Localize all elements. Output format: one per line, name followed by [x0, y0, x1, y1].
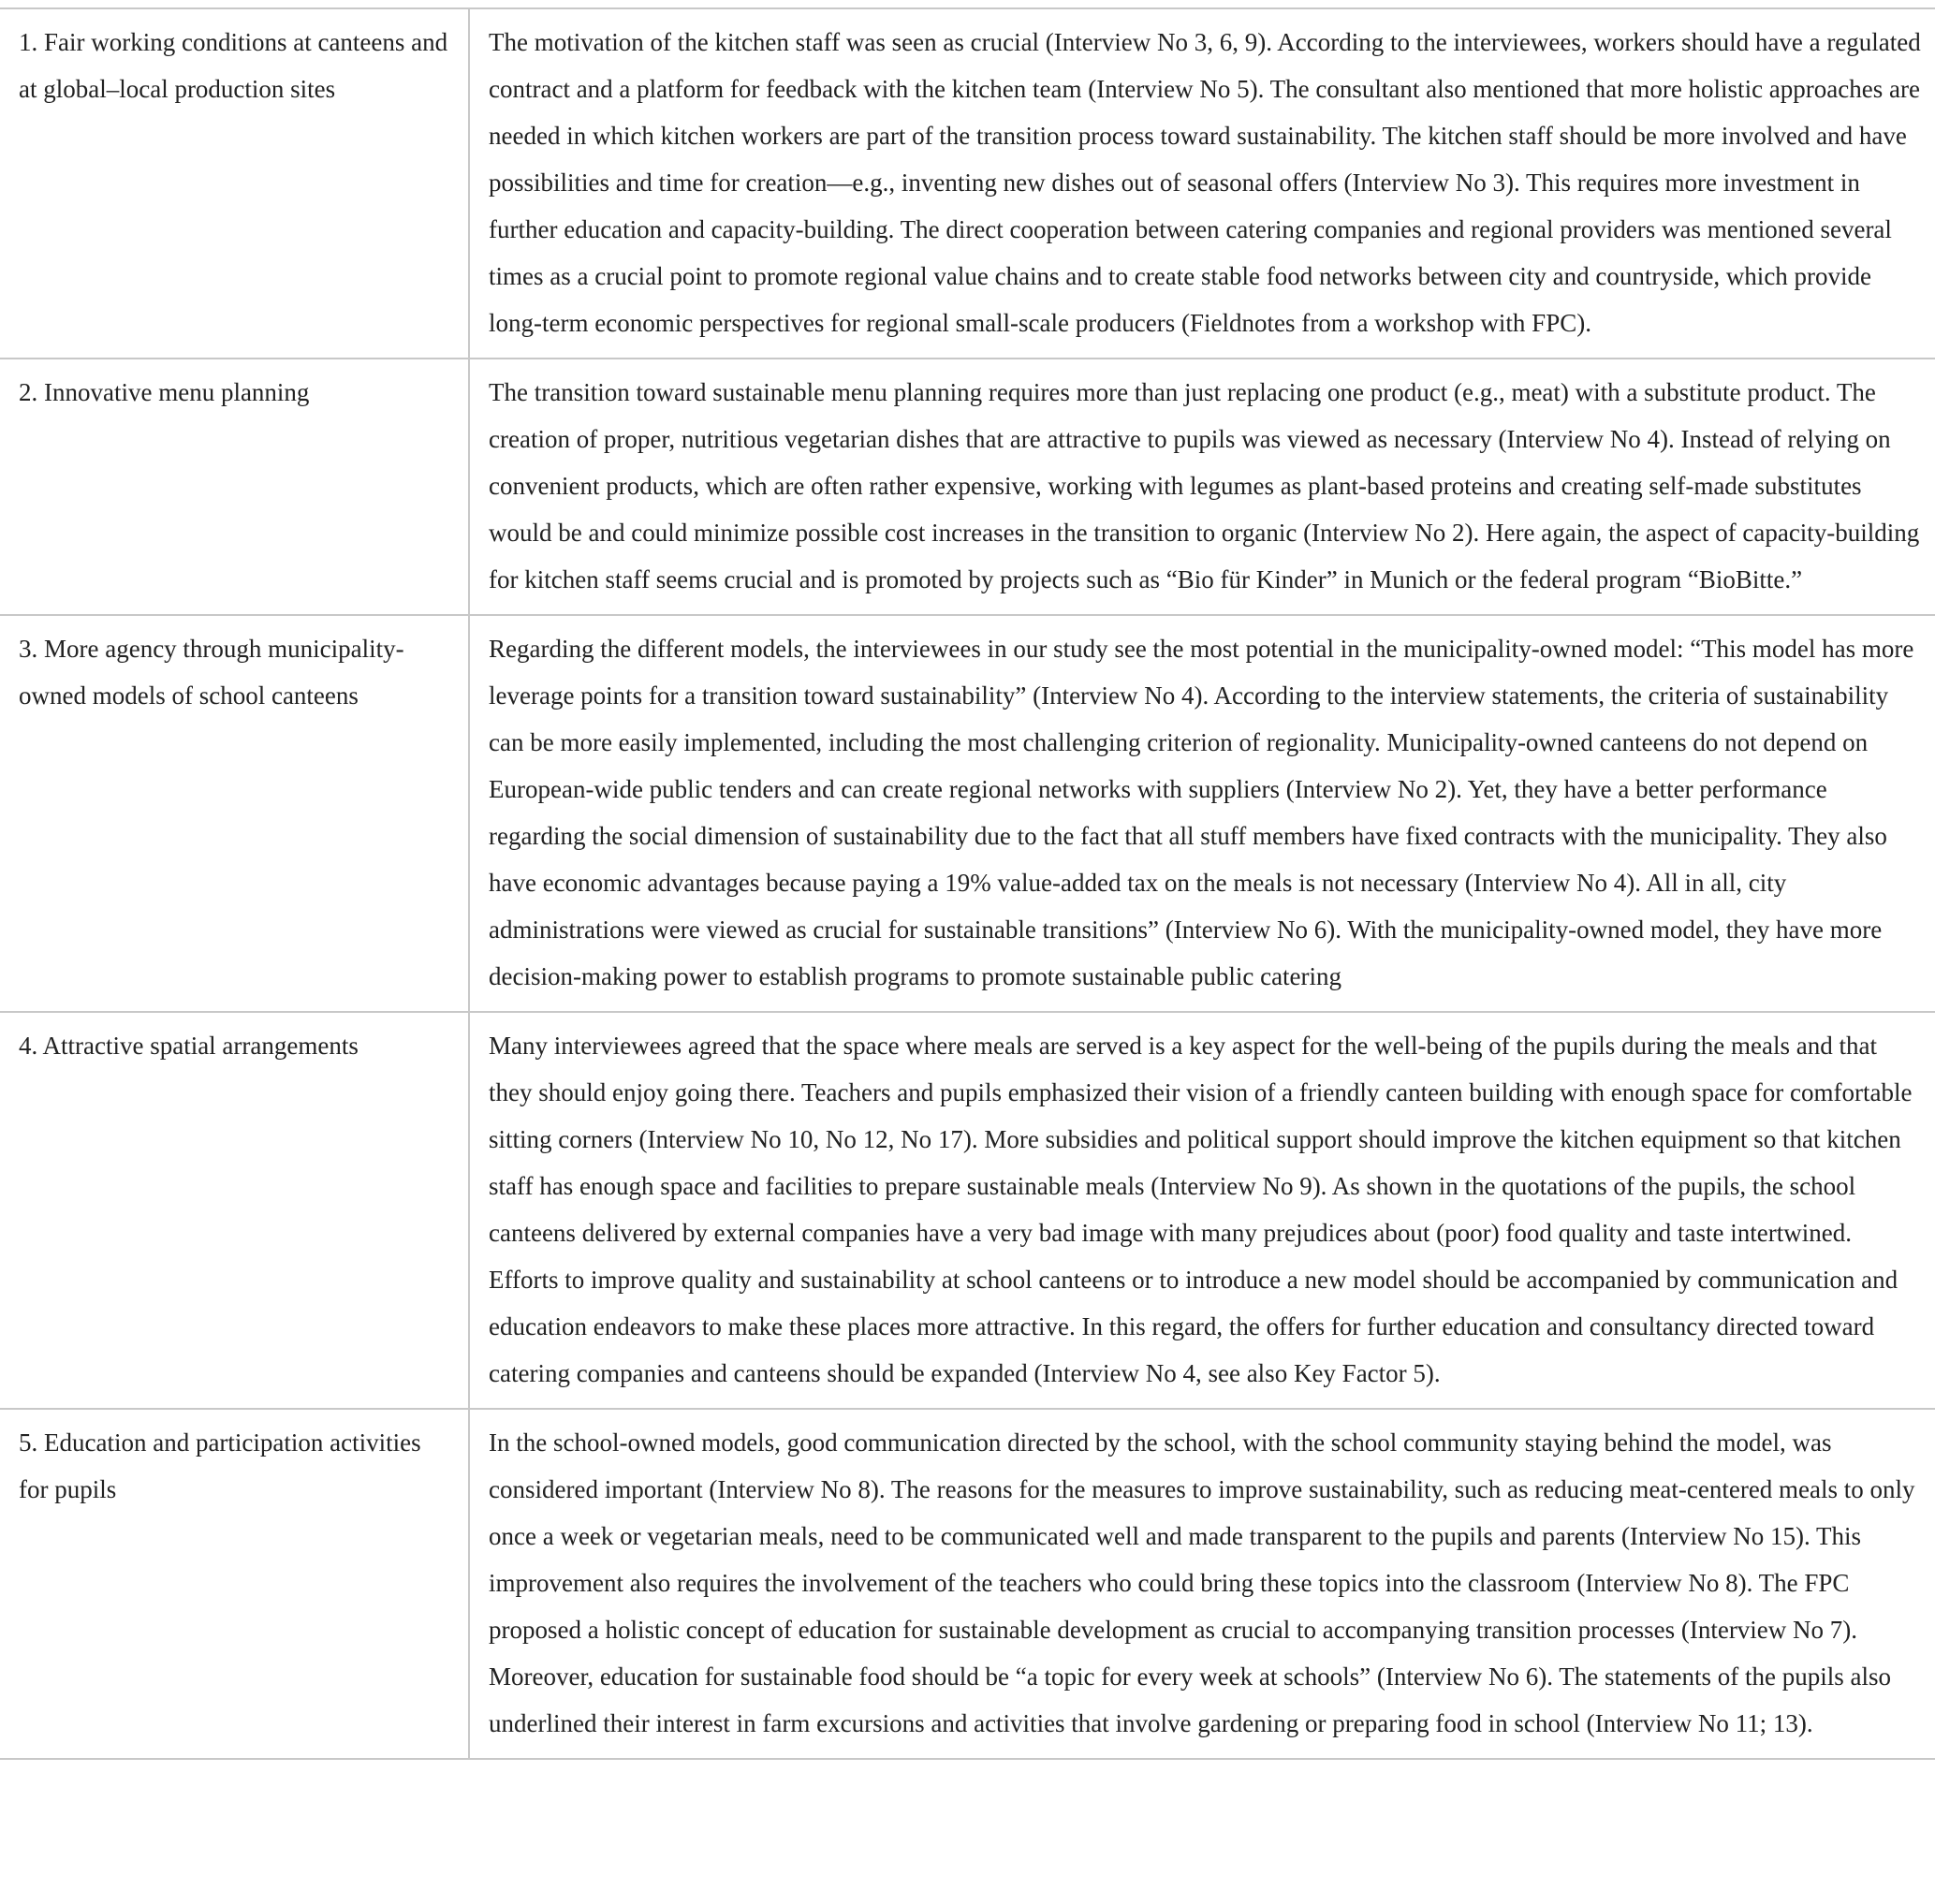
- table-row: [0, 615, 1935, 1012]
- description-cell: Many interviewees agreed that the space where meals are served is a key aspect for the well-being of the pupils during the meals and that they should enjoy going there. Teachers and pupils emphasized their vision of a friendly canteen building with enough space for comfortable sitting corners (Interview No 10, No 12, No 17). More subsidies and political support should improve the kitchen equipment so that kitchen staff has enough space and facilities to prepare sustainable meals (Interview No 9). As shown in the quotations of the pupils, the school canteens delivered by external companies have a very bad image with many prejudices about (poor) food quality and taste intertwined. Efforts to improve quality and sustainability at school canteens or to introduce a new model should be accompanied by communication and education endeavors to make these places more attractive. In this regard, the offers for further education and consultancy directed toward catering companies and canteens should be expanded (Interview No 4, see also Key Factor 5).: [469, 1012, 1935, 1409]
- table-row: [0, 359, 1935, 615]
- factor-cell: 4. Attractive spatial arrangements: [0, 1012, 469, 1409]
- factor-cell: 1. Fair working conditions at canteens and at global–local production sites: [0, 8, 469, 359]
- description-cell: In the school-owned models, good communication directed by the school, with the school community staying behind the model, was considered important (Interview No 8). The reasons for the measures to improve sustainability, such as reducing meat-centered meals to only once a week or vegetarian meals, need to be communicated well and made transparent to the pupils and parents (Interview No 15). This improvement also requires the involvement of the teachers who could bring these topics into the classroom (Interview No 8). The FPC proposed a holistic concept of education for sustainable development as crucial to accompanying transition processes (Interview No 7). Moreover, education for sustainable food should be “a topic for every week at schools” (Interview No 6). The statements of the pupils also underlined their interest in farm excursions and activities that involve gardening or preparing food in school (Interview No 11; 13).: [469, 1409, 1935, 1759]
- description-cell: Regarding the different models, the interviewees in our study see the most potential in the municipality-owned model: “This model has more leverage points for a transition toward sustainability” (Interview No 4). According to the interview statements, the criteria of sustainability can be more easily implemented, including the most challenging criterion of regionality. Municipality-owned canteens do not depend on European-wide public tenders and can create regional networks with suppliers (Interview No 2). Yet, they have a better performance regarding the social dimension of sustainability due to the fact that all stuff members have fixed contracts with the municipality. They also have economic advantages because paying a 19% value-added tax on the meals is not necessary (Interview No 4). All in all, city administrations were viewed as crucial for sustainable transitions” (Interview No 6). With the municipality-owned model, they have more decision-making power to establish programs to promote sustainable public catering: [469, 615, 1935, 1012]
- table-row: [0, 1012, 1935, 1409]
- description-cell: The motivation of the kitchen staff was seen as crucial (Interview No 3, 6, 9). According to the interviewees, workers should have a regulated contract and a platform for feedback with the kitchen team (Interview No 5). The consultant also mentioned that more holistic approaches are needed in which kitchen workers are part of the transition process toward sustainability. The kitchen staff should be more involved and have possibilities and time for creation—e.g., inventing new dishes out of seasonal offers (Interview No 3). This requires more investment in further education and capacity-building. The direct cooperation between catering companies and regional providers was mentioned several times as a crucial point to promote regional value chains and to create stable food networks between city and countryside, which provide long-term economic perspectives for regional small-scale producers (Fieldnotes from a workshop with FPC).: [469, 8, 1935, 359]
- factor-cell: 2. Innovative menu planning: [0, 359, 469, 615]
- table-row: [0, 1409, 1935, 1759]
- table-row: [0, 8, 1935, 359]
- key-factors-table: [0, 7, 1935, 1760]
- factor-cell: 3. More agency through municipality-owned models of school canteens: [0, 615, 469, 1012]
- description-cell: The transition toward sustainable menu planning requires more than just replacing one product (e.g., meat) with a substitute product. The creation of proper, nutritious vegetarian dishes that are attractive to pupils was viewed as necessary (Interview No 4). Instead of relying on convenient products, which are often rather expensive, working with legumes as plant-based proteins and creating self-made substitutes would be and could minimize possible cost increases in the transition to organic (Interview No 2). Here again, the aspect of capacity-building for kitchen staff seems crucial and is promoted by projects such as “Bio für Kinder” in Munich or the federal program “BioBitte.”: [469, 359, 1935, 615]
- factor-cell: 5. Education and participation activities for pupils: [0, 1409, 469, 1759]
